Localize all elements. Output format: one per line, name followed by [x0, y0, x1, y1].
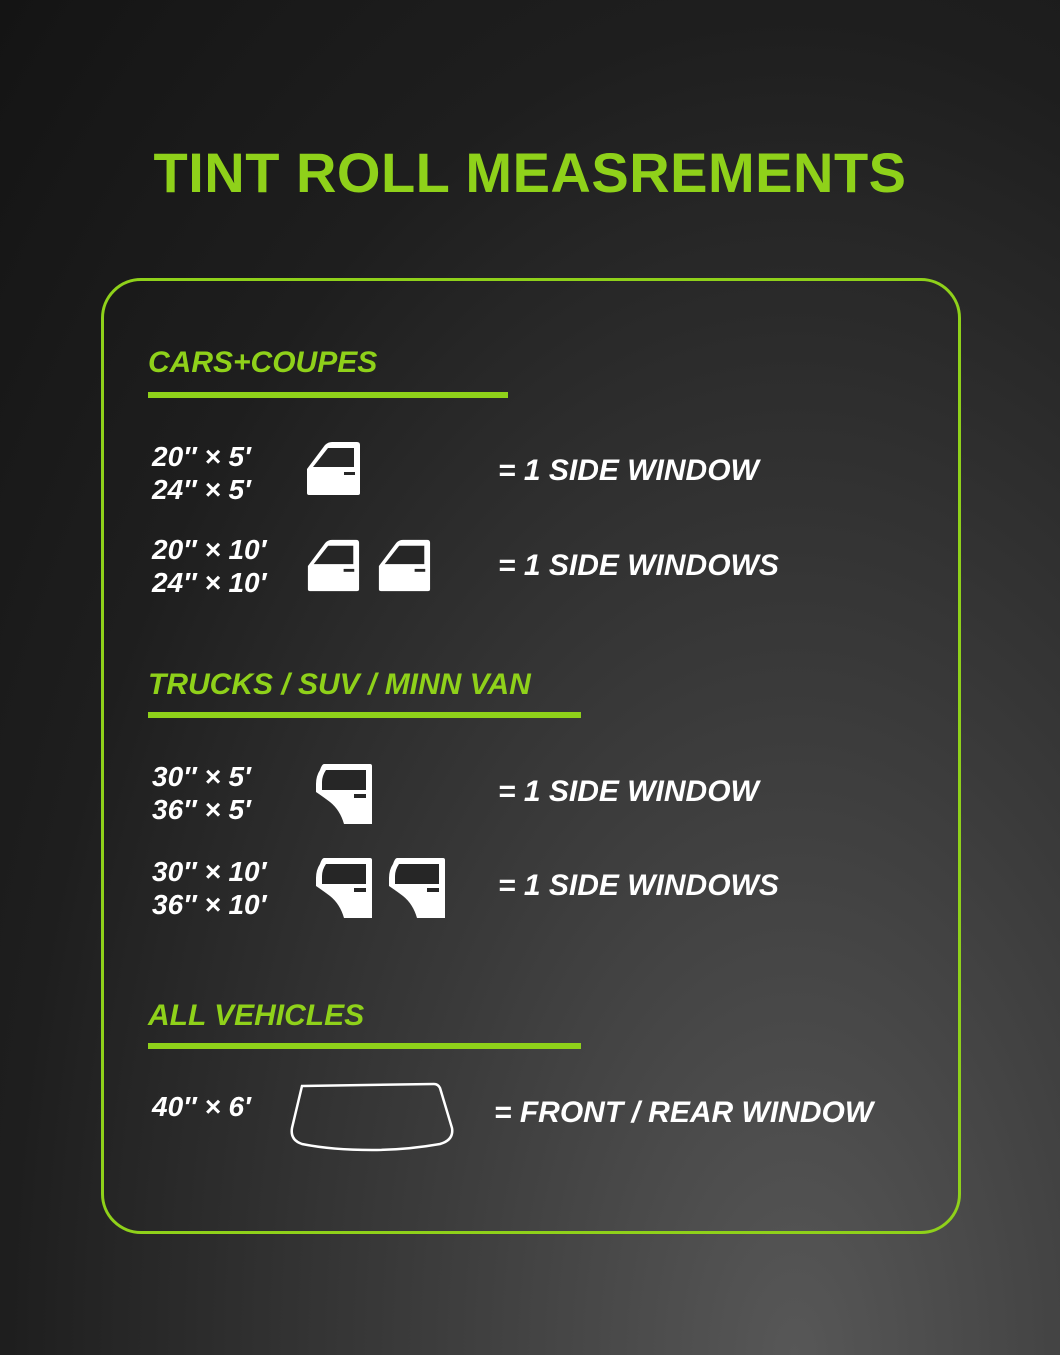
section-title-cars-coupes: CARS+COUPES — [148, 346, 378, 379]
windshield-icon — [288, 1082, 456, 1152]
section-title-trucks-suv-van: TRUCKS / SUV / MINN VAN — [148, 668, 531, 701]
section-underline — [148, 392, 508, 398]
page-title: TINT ROLL MEASREMENTS — [153, 141, 907, 204]
section-title-all-vehicles: ALL VEHICLES — [148, 999, 365, 1032]
size-value: 24″ × 5′ — [152, 474, 251, 505]
size-value: 36″ × 5′ — [152, 794, 251, 825]
size-value: 30″ × 5′ — [152, 761, 251, 792]
result-text: = 1 SIDE WINDOW — [498, 454, 759, 487]
section-underline — [148, 712, 581, 718]
result-text: = 1 SIDE WINDOWS — [498, 549, 779, 582]
size-value: 36″ × 10′ — [152, 889, 267, 920]
size-list — [152, 855, 266, 921]
size-value: 20″ × 5′ — [152, 441, 251, 472]
size-list — [152, 533, 266, 599]
truck-door-icon — [312, 762, 374, 826]
size-list — [152, 440, 251, 506]
car-door-icon — [303, 538, 363, 594]
truck-door-icon — [385, 856, 447, 920]
size-value: 24″ × 10′ — [152, 567, 267, 598]
result-text: = 1 SIDE WINDOW — [498, 775, 759, 808]
section-underline — [148, 1043, 581, 1049]
car-door-icon — [374, 538, 434, 594]
result-text: = FRONT / REAR WINDOW — [494, 1096, 874, 1129]
size-list — [152, 1090, 251, 1123]
size-value: 40″ × 6′ — [152, 1091, 251, 1122]
size-list — [152, 760, 251, 826]
size-value: 20″ × 10′ — [152, 534, 267, 565]
size-value: 30″ × 10′ — [152, 856, 267, 887]
truck-door-icon — [312, 856, 374, 920]
result-text: = 1 SIDE WINDOWS — [498, 869, 779, 902]
car-door-icon — [303, 440, 363, 498]
